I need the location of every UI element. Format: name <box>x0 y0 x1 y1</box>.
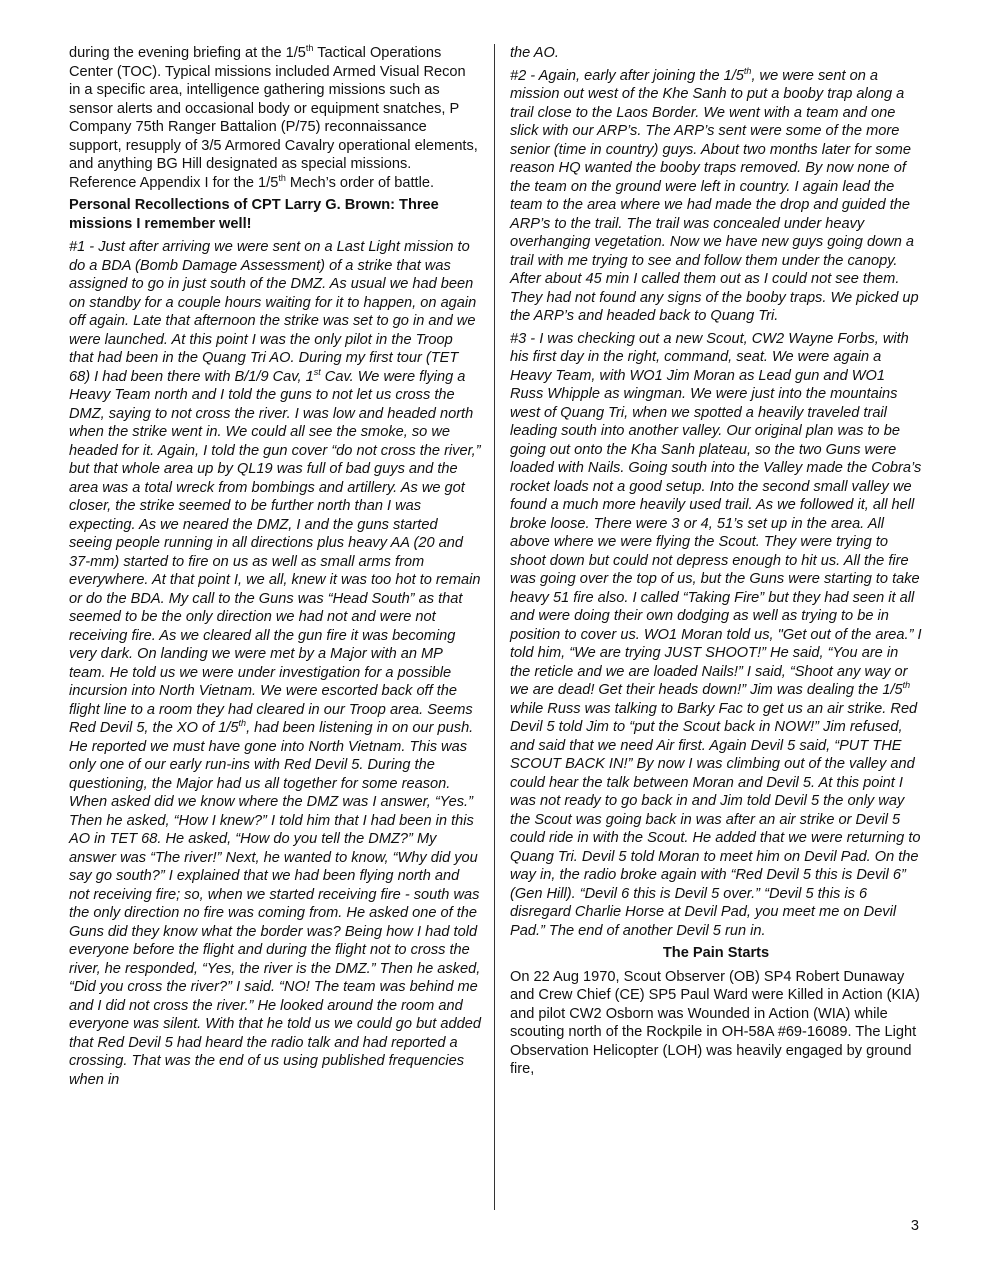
mission-1-continuation: the AO. <box>510 45 559 61</box>
column-divider <box>494 44 495 1210</box>
mission-1-paragraph: #1 - Just after arriving we were sent on a Last Light mission to do a BDA (Bomb Damage Assessment) of a strike that was assigned to go in just south of the DMZ. As usual we had been on standby for a couple hours waiting for it to happen, on again off again. Late that afternoon the strike was set to go in and we were launched. At this point I was the only pilot in the Troop that had been in the Quang Tri AO. During my first tour (TET 68) I had been there with B/1/9 Cav, 1st Cav. We were flying a Heavy Team north and I told the guns to not let us cross the DMZ, saying to not cross the river. I was low and headed north when the strike went in. We could all see the smoke, so we headed for it. Again, I told the gun cover “do not cross the river,” but that whole area up by QL19 was full of bad guys and the area was a total wreck from bombings and artillery. As we got closer, the strike seemed to be further north than I was expecting. As we neared the DMZ, I and the guns started seeing people running in all directions plus heavy AA (20 and 37-mm) started to fire on us as well as small arms from everywhere. At that point I, we all, knew it was too hot to remain or do the BDA. My call to the Guns was “Head South” as that seemed to be the only direction we had not and were not receiving fire. As we cleared all the gun fire it was becoming very dark. On landing we were met by a Major with an MP team. He told us we were under investigation for a possible incursion into North Vietnam. We were escorted back off the flight line to a room they had cleared in our Troop area. Seems Red Devil 5, the XO of 1/5th, had been listening in on our push. He reported we must have gone into North Vietnam. This was only one of our early run-ins with Red Devil 5. During the questioning, the Major had us all together for some reason. When asked did we know where the DMZ was I answer, “Yes.” Then he asked, “How I knew?” I told him that I had been in this AO in TET 68. He asked, “How do you tell the DMZ?” My answer was “The river!” Next, he wanted to know, “Why did you say go south?” I explained that we had been flying north and not receiving fire; so, when we started receiving fire - south was the only direction no fire was coming from. He asked one of the Guns did they know what the border was? Being how I had told everyone before the flight and during the flight not to cross the river, he responded, “Yes, the river is the DMZ.” Then he asked, “Did you cross the river?” I said. “NO! The team was behind me and I did not cross the river.” He looked around the room and everyone was silent. With that he told us we could go but added that Red Devil 5 had heard the radio talk and had reported a crossing. That was the end of us using published frequencies when in <box>69 239 481 1088</box>
ordinal-superscript: th <box>238 718 247 729</box>
intro-paragraph: during the evening briefing at the 1/5th Tactical Operations Center (TOC). Typical missions included Armed Visual Recon in a specific area, intelligence gathering missions such as sensor alerts and occasional body or equipment snatches, P Company 75th Ranger Battalion (P/75) reconnaissance support, resupply of 3/5 Armored Cavalry operational elements, and anything BG Hill designated as special missions. Reference Appendix I for the 1/5th Mech’s order of battle. <box>69 43 478 191</box>
ordinal-superscript: th <box>278 172 286 183</box>
ordinal-superscript: st <box>313 366 321 377</box>
ordinal-superscript: th <box>902 680 911 691</box>
right-column <box>510 44 922 1083</box>
mission-3-paragraph: #3 - I was checking out a new Scout, CW2 Wayne Forbs, with his first day in the right, command, seat. We were again a Heavy Team, with WO1 Jim Moran as Lead gun and WO1 Russ Whipple as wingman. We were just into the mountains west of Quang Tri, when we spotted a heavily traveled trail leading south into another valley. Our original plan was to be going out onto the Kha Sanh plateau, so the two Guns were loaded with Nails. Going south into the Valley made the Cobra’s rocket loads not a good setup. Into the second small valley we found a much more heavily used trail. As we followed it, all hell broke loose. There were 3 or 4, 51’s set up in the area. All above where we were flying the Scout. They were trying to shoot down but could not depress enough to hit us. All the fire was going over the top of us, but the Guns were starting to take heavy 51 fire also. I called “Taking Fire” but they had seen it all and were doing their own dodging as well as trying to be in position to cover us. WO1 Moran told us, "Get out of the area.” I told him, “We are trying JUST SHOOT!” He said, “You are in the reticle and we are loaded Nails!” I said, “Shoot any way or we are dead! Get their heads down!” Jim was dealing the 1/5th while Russ was talking to Barky Fac to get us an air strike. Red Devil 5 told Jim to “put the Scout back in NOW!” Jim refused, and said that we need Air first. Again Devil 5 said, “PUT THE SCOUT BACK IN!” By now I was climbing out of the valley and could hear the talk between Moran and Devil 5. At this point I was not ready to go back in and Jim told Devil 5 the only way the Scout was going back in was after an air strike or Devil 5 could ride in with the Scout. He added that we were returning to Quang Tri. Devil 5 told Moran to meet him on Devil Pad. On the way in, the radio broke again with “Red Devil 5 this is Devil 6” (Gen Hill). “Devil 6 this is Devil 5 over.” “Devil 5 this is 6 disregard Charlie Horse at Devil Pad, you meet me on Devil Pad.” The end of another Devil 5 run in. <box>510 330 922 939</box>
section-heading-recollections: Personal Recollections of CPT Larry G. Brown: Three missions I remember well! <box>69 197 439 232</box>
mission-2-paragraph: #2 - Again, early after joining the 1/5th, we were sent on a mission out west of the Khe Sanh to put a booby trap along a trail close to the Laos Border. We went with a team and one slick with our ARP’s. The ARP’s sent were some of the more senior (time in country) guys. About two months later for some reason HQ wanted the booby traps removed. By now none of the team on the ground were left in country. I again lead the team to the area where we had made the drop and guided the ARP’s to the trail. The trail was concealed under heavy overhanging vegetation. Now we have new guys going down a trail with me trying to see and follow them under the canopy. After about 45 min I called them out as I could not see them. They had not found any signs of the booby traps. We picked up the ARP’s and headed back to Quang Tri. <box>510 65 919 324</box>
ordinal-superscript: th <box>305 43 314 54</box>
ordinal-superscript: th <box>743 65 752 76</box>
page-number: 3 <box>910 1218 919 1234</box>
section-heading-pain-starts: The Pain Starts <box>662 945 770 961</box>
pain-starts-paragraph: On 22 Aug 1970, Scout Observer (OB) SP4 Robert Dunaway and Crew Chief (CE) SP5 Paul Ward were Killed in Action (KIA) and pilot CW2 Osborn was Wounded in Action (WIA) while scouting north of the Rockpile in OH-58A #69-16089. The Light Observation Helicopter (LOH) was heavily engaged by ground fire, <box>510 968 920 1077</box>
left-column <box>69 44 481 1093</box>
